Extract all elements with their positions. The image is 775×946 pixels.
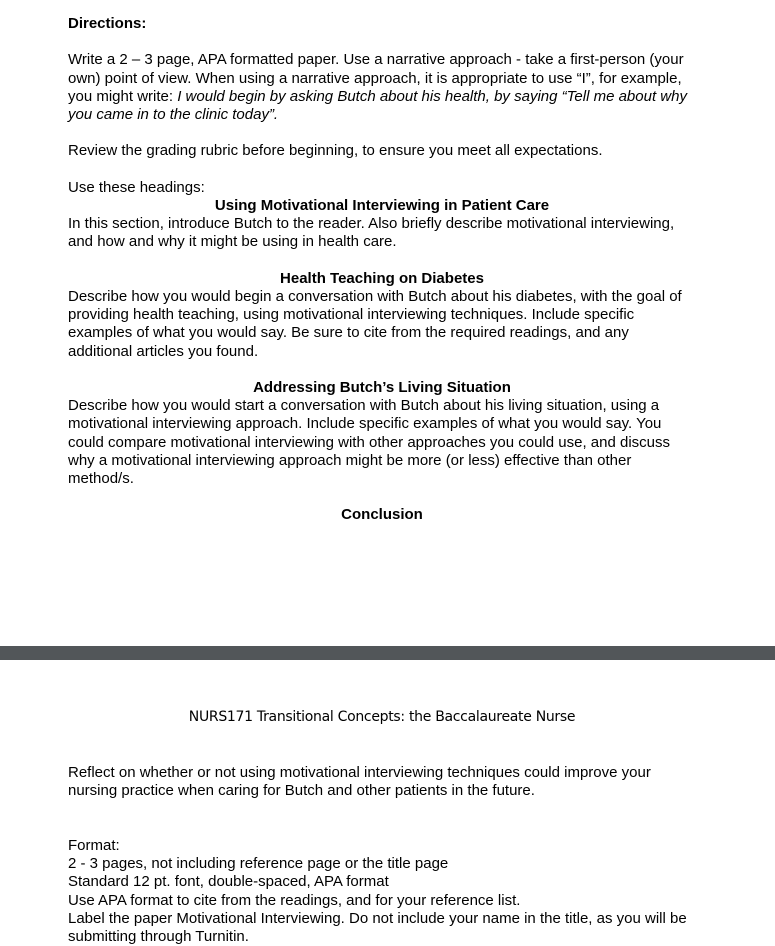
review-paragraph: Review the grading rubric before beginning, to ensure you meet all expectations. <box>68 142 603 160</box>
section-body-health-teaching: Describe how you would begin a conversation with Butch about his diabetes, with the goal of providing health teaching, using motivational interviewing techniques. Include specific examples of what you would say. Be sure to cite from the required readings, and any additional articles you found. <box>68 287 682 360</box>
format-label: Format: <box>68 837 120 854</box>
section-body-motivational-interviewing: In this section, introduce Butch to the reader. Also briefly describe motivational interviewing, and how and why it might be using in health care. <box>68 215 675 251</box>
document-page-2 <box>0 660 775 946</box>
page-divider <box>0 646 775 660</box>
reflect-paragraph: Reflect on whether or not using motivational interviewing techniques could improve your nursing practice when caring for Butch and other patients in the future. <box>68 764 651 800</box>
section-body-living-situation: Describe how you would start a conversation with Butch about his living situation, using a motivational interviewing approach. Include specific examples of what you would say. You could compare motivational interviewing with other approaches you could use, and discuss why a motivational interviewing approach might be more (or less) effective than other method/s. <box>68 397 670 487</box>
page-1-content <box>68 15 696 525</box>
intro-italic-example: I would begin by asking Butch about his health, by saying “Tell me about why you came in to the clinic today”. <box>68 87 687 123</box>
directions-label: Directions: <box>68 15 147 32</box>
format-line-font: Standard 12 pt. font, double-spaced, APA format <box>68 873 389 891</box>
heading-conclusion: Conclusion <box>341 506 423 524</box>
intro-paragraph <box>68 51 696 124</box>
heading-motivational-interviewing: Using Motivational Interviewing in Patient Care <box>214 196 550 214</box>
page-2-content <box>68 708 696 946</box>
heading-health-teaching: Health Teaching on Diabetes <box>280 269 484 287</box>
intro-text: Write a 2 – 3 page, APA formatted paper. Use a narrative approach - take a first-person (your own) point of view. When using a narrative approach, it is appropriate to use “I”, for example, you might write: <box>68 51 684 105</box>
format-line-apa: Use APA format to cite from the readings, and for your reference list. <box>68 891 521 909</box>
format-line-pages: 2 - 3 pages, not including reference page or the title page <box>68 855 449 873</box>
heading-living-situation: Addressing Butch’s Living Situation <box>253 378 511 396</box>
course-header: NURS171 Transitional Concepts: the Baccalaureate Nurse <box>188 709 576 725</box>
use-headings-label: Use these headings: <box>68 178 205 196</box>
format-line-label: Label the paper Motivational Interviewing. Do not include your name in the title, as you will be submitting through Turnitin. <box>68 909 687 946</box>
